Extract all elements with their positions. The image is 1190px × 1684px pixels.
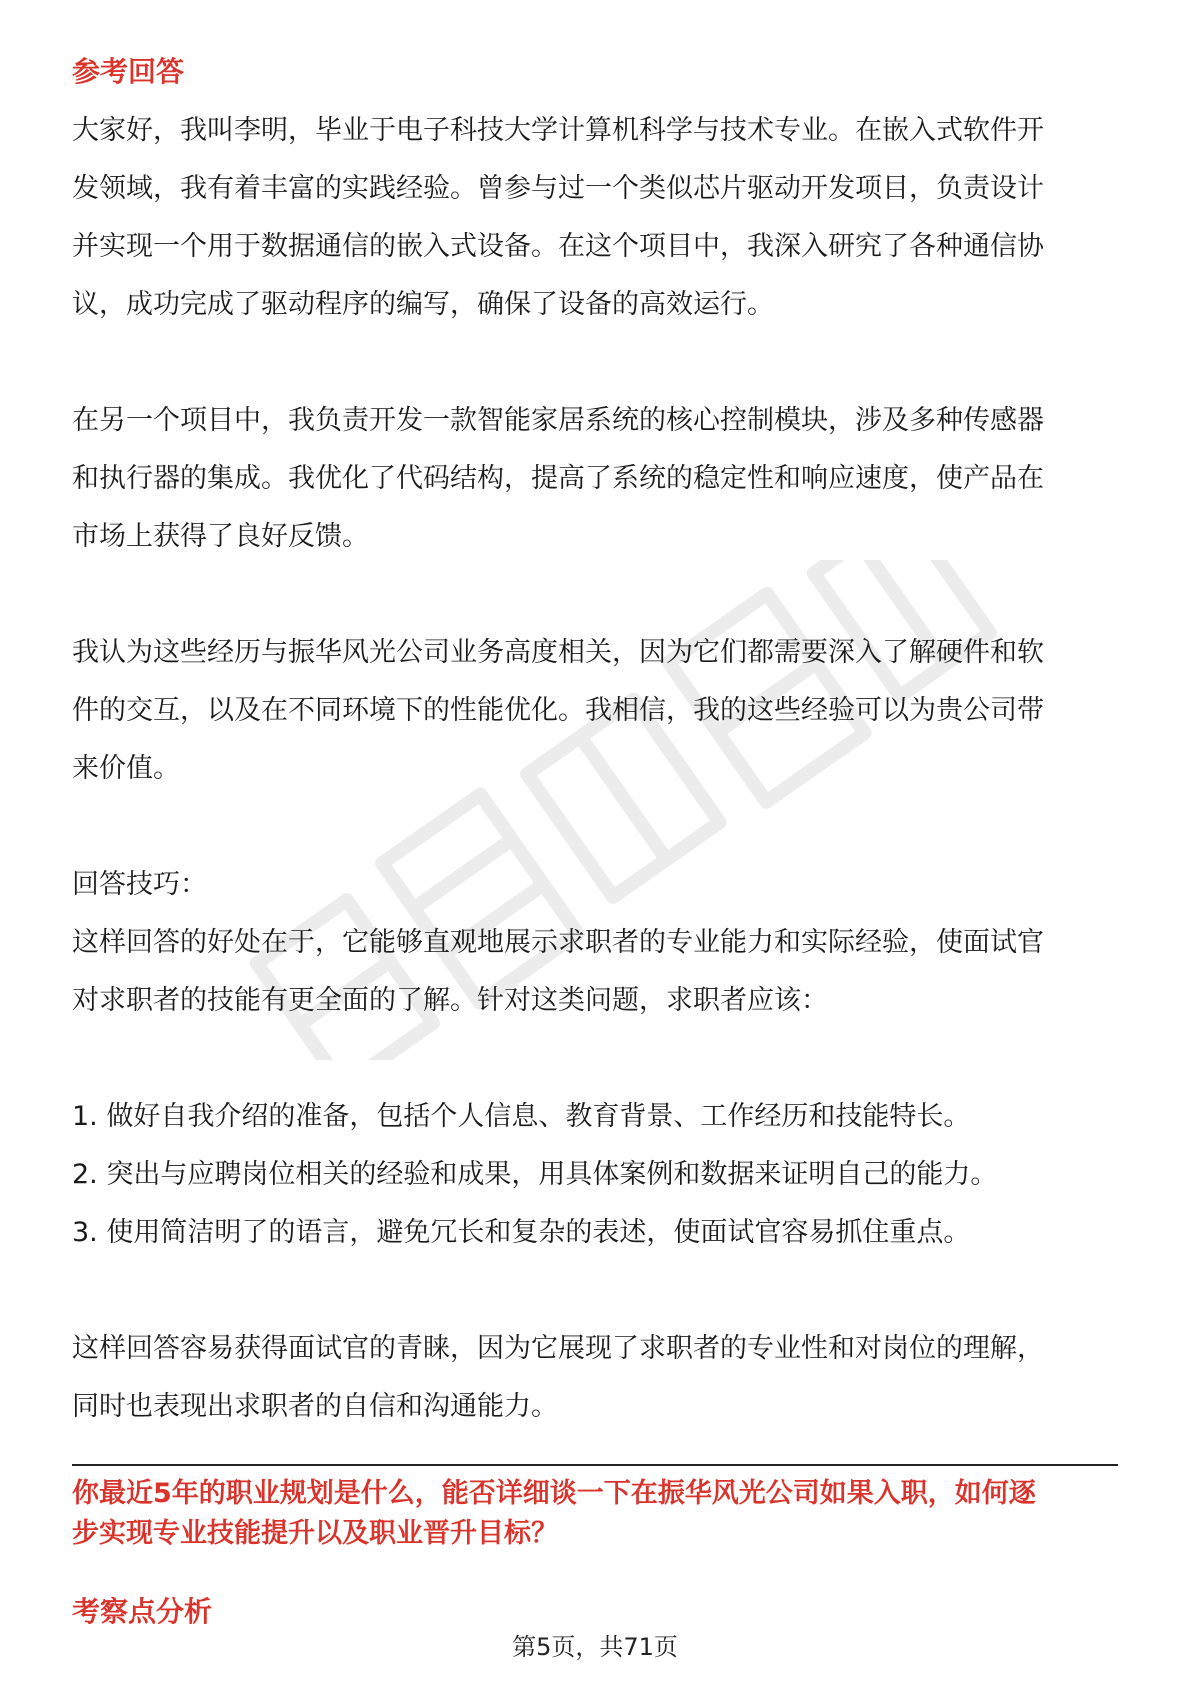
- text-line: 并实现一个用于数据通信的嵌入式设备。在这个项目中，我深入研究了各种通信协: [72, 231, 1044, 262]
- answer-paragraph-3: [72, 624, 1118, 798]
- text-line: 和执行器的集成。我优化了代码结构，提高了系统的稳定性和响应速度，使产品在: [72, 463, 1044, 494]
- section-divider: [72, 1464, 1118, 1466]
- text-line: 这样回答的好处在于，它能够直观地展示求职者的专业能力和实际经验，使面试官: [72, 927, 1044, 958]
- text-line: 同时也表现出求职者的自信和沟通能力。: [72, 1391, 558, 1422]
- answer-paragraph-1: [72, 102, 1118, 334]
- tips-conclusion: [72, 1320, 1118, 1436]
- tips-label: 回答技巧：: [72, 869, 207, 900]
- text-line: 这样回答容易获得面试官的青睐，因为它展现了求职者的专业性和对岗位的理解，: [72, 1333, 1044, 1364]
- list-item: 2. 突出与应聘岗位相关的经验和成果，用具体案例和数据来证明自己的能力。: [72, 1159, 998, 1190]
- text-line: 大家好，我叫李明，毕业于电子科技大学计算机科学与技术专业。在嵌入式软件开: [72, 115, 1044, 146]
- question-line: 步实现专业技能提升以及职业晋升目标？: [72, 1518, 558, 1549]
- text-line: 议，成功完成了驱动程序的编写，确保了设备的高效运行。: [72, 289, 774, 320]
- text-line: 发领域，我有着丰富的实践经验。曾参与过一个类似芯片驱动开发项目，负责设计: [72, 173, 1044, 204]
- text-line: 对求职者的技能有更全面的了解。针对这类问题，求职者应该：: [72, 985, 828, 1016]
- text-line: 市场上获得了良好反馈。: [72, 521, 369, 552]
- answer-heading: 参考回答: [72, 55, 185, 88]
- text-line: 来价值。: [72, 753, 180, 784]
- question-line: 你最近5年的职业规划是什么，能否详细谈一下在振华风光公司如果入职，如何逐: [72, 1478, 1036, 1509]
- analysis-heading: 考察点分析: [72, 1595, 213, 1628]
- answer-paragraph-2: [72, 392, 1118, 566]
- page-number: 第5页，共71页: [512, 1633, 678, 1661]
- list-item: 3. 使用简洁明了的语言，避免冗长和复杂的表述，使面试官容易抓住重点。: [72, 1217, 971, 1248]
- text-line: 件的交互，以及在不同环境下的性能优化。我相信，我的这些经验可以为贵公司带: [72, 695, 1044, 726]
- tips-list: [72, 1088, 1118, 1262]
- text-line: 我认为这些经历与振华风光公司业务高度相关，因为它们都需要深入了解硬件和软: [72, 637, 1044, 668]
- list-item: 1. 做好自我介绍的准备，包括个人信息、教育背景、工作经历和技能特长。: [72, 1101, 971, 1132]
- document-page: [72, 42, 1118, 1642]
- tips-section: [72, 856, 1118, 1030]
- next-question: [72, 1474, 1118, 1554]
- text-line: 在另一个项目中，我负责开发一款智能家居系统的核心控制模块，涉及多种传感器: [72, 405, 1044, 436]
